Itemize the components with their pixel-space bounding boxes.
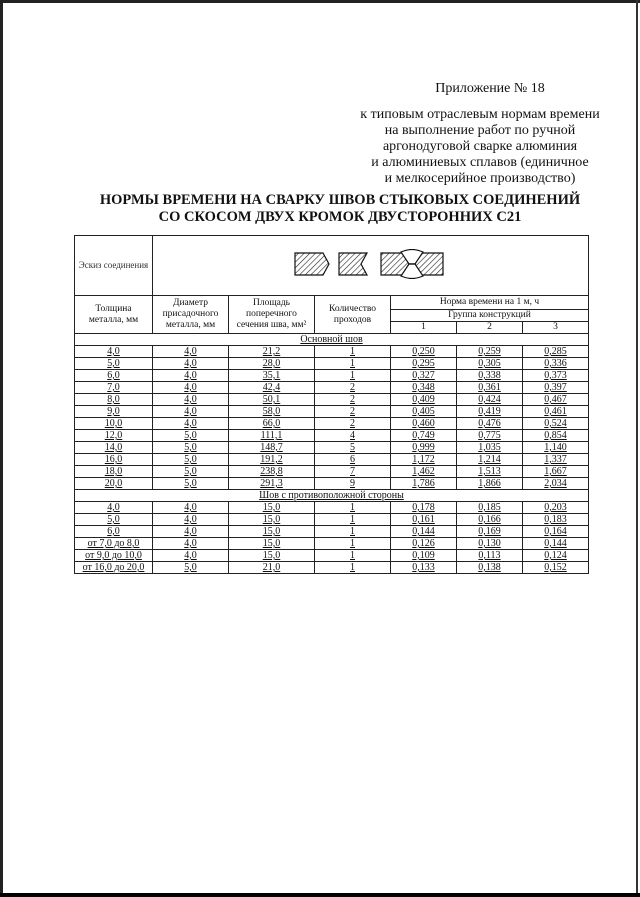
cell-group-3: 0,524 bbox=[523, 418, 589, 430]
cell-passes: 1 bbox=[315, 526, 391, 538]
table-row bbox=[75, 442, 589, 454]
header-group: Группа конструкций bbox=[391, 310, 589, 322]
cell-diameter: 4,0 bbox=[153, 538, 229, 550]
header-group-1: 1 bbox=[391, 322, 457, 334]
cell-group-1: 0,348 bbox=[391, 382, 457, 394]
cell-group-2: 0,338 bbox=[457, 370, 523, 382]
header-group-3: 3 bbox=[523, 322, 589, 334]
title-line-2: СО СКОСОМ ДВУХ КРОМОК ДВУСТОРОННИХ С21 bbox=[158, 209, 522, 225]
document-title bbox=[60, 192, 620, 226]
cell-group-3: 0,854 bbox=[523, 430, 589, 442]
cell-area: 15,0 bbox=[229, 550, 315, 562]
table-row bbox=[75, 502, 589, 514]
cell-group-1: 1,172 bbox=[391, 454, 457, 466]
cell-group-3: 0,164 bbox=[523, 526, 589, 538]
cell-passes: 2 bbox=[315, 394, 391, 406]
sketch-label: Эскиз соединения bbox=[75, 236, 153, 296]
cell-passes: 2 bbox=[315, 406, 391, 418]
cell-group-2: 1,513 bbox=[457, 466, 523, 478]
cell-group-2: 0,419 bbox=[457, 406, 523, 418]
cell-passes: 2 bbox=[315, 382, 391, 394]
cell-diameter: 5,0 bbox=[153, 442, 229, 454]
appendix-line: к типовым отраслевым нормам времени bbox=[360, 107, 600, 122]
cell-thickness: 14,0 bbox=[75, 442, 153, 454]
cell-group-2: 0,259 bbox=[457, 346, 523, 358]
table-row bbox=[75, 562, 589, 574]
cell-group-2: 0,476 bbox=[457, 418, 523, 430]
cell-diameter: 4,0 bbox=[153, 502, 229, 514]
cell-thickness: 7,0 bbox=[75, 382, 153, 394]
cell-group-1: 0,327 bbox=[391, 370, 457, 382]
cell-group-1: 0,749 bbox=[391, 430, 457, 442]
cell-diameter: 5,0 bbox=[153, 454, 229, 466]
table-row bbox=[75, 478, 589, 490]
table-row bbox=[75, 406, 589, 418]
cell-passes: 1 bbox=[315, 370, 391, 382]
cell-group-1: 0,109 bbox=[391, 550, 457, 562]
cell-thickness: 12,0 bbox=[75, 430, 153, 442]
cell-diameter: 5,0 bbox=[153, 466, 229, 478]
cell-group-2: 0,185 bbox=[457, 502, 523, 514]
cell-group-3: 2,034 bbox=[523, 478, 589, 490]
cell-area: 111,1 bbox=[229, 430, 315, 442]
cell-group-3: 0,336 bbox=[523, 358, 589, 370]
cell-group-1: 0,133 bbox=[391, 562, 457, 574]
cell-area: 28,0 bbox=[229, 358, 315, 370]
cell-thickness: 18,0 bbox=[75, 466, 153, 478]
table-row bbox=[75, 514, 589, 526]
cell-group-2: 1,214 bbox=[457, 454, 523, 466]
cell-area: 191,2 bbox=[229, 454, 315, 466]
header-area: Площадь поперечного сечения шва, мм² bbox=[229, 296, 315, 334]
cell-diameter: 5,0 bbox=[153, 478, 229, 490]
appendix-line: и мелкосерийное производство) bbox=[384, 171, 576, 186]
cell-diameter: 4,0 bbox=[153, 550, 229, 562]
appendix-number: Приложение № 18 bbox=[435, 81, 545, 96]
cell-group-1: 0,999 bbox=[391, 442, 457, 454]
cell-area: 15,0 bbox=[229, 526, 315, 538]
cell-group-3: 0,152 bbox=[523, 562, 589, 574]
cell-group-1: 0,250 bbox=[391, 346, 457, 358]
table-row bbox=[75, 346, 589, 358]
cell-group-3: 1,667 bbox=[523, 466, 589, 478]
cell-area: 238,8 bbox=[229, 466, 315, 478]
cell-group-3: 0,203 bbox=[523, 502, 589, 514]
header-norm: Норма времени на 1 м, ч bbox=[391, 296, 589, 310]
cell-passes: 1 bbox=[315, 514, 391, 526]
cell-thickness: 6,0 bbox=[75, 370, 153, 382]
cell-thickness: 5,0 bbox=[75, 514, 153, 526]
cell-group-2: 0,424 bbox=[457, 394, 523, 406]
cell-passes: 1 bbox=[315, 502, 391, 514]
cell-group-3: 0,285 bbox=[523, 346, 589, 358]
table-row bbox=[75, 394, 589, 406]
table-row bbox=[75, 370, 589, 382]
cell-thickness: 10,0 bbox=[75, 418, 153, 430]
cell-area: 21,0 bbox=[229, 562, 315, 574]
cell-area: 66,0 bbox=[229, 418, 315, 430]
cell-group-1: 0,405 bbox=[391, 406, 457, 418]
cell-area: 58,0 bbox=[229, 406, 315, 418]
cell-group-2: 0,361 bbox=[457, 382, 523, 394]
cell-group-2: 1,035 bbox=[457, 442, 523, 454]
cell-area: 35,1 bbox=[229, 370, 315, 382]
scan-edge-top bbox=[0, 0, 640, 3]
cell-passes: 5 bbox=[315, 442, 391, 454]
cell-passes: 9 bbox=[315, 478, 391, 490]
cell-group-2: 0,305 bbox=[457, 358, 523, 370]
cell-diameter: 4,0 bbox=[153, 370, 229, 382]
cell-thickness: 20,0 bbox=[75, 478, 153, 490]
cell-passes: 4 bbox=[315, 430, 391, 442]
cell-diameter: 4,0 bbox=[153, 418, 229, 430]
cell-passes: 1 bbox=[315, 538, 391, 550]
cell-group-2: 0,169 bbox=[457, 526, 523, 538]
cell-group-3: 0,467 bbox=[523, 394, 589, 406]
cell-group-3: 1,140 bbox=[523, 442, 589, 454]
cell-area: 291,3 bbox=[229, 478, 315, 490]
cell-passes: 2 bbox=[315, 418, 391, 430]
cell-area: 15,0 bbox=[229, 514, 315, 526]
cell-thickness: от 16,0 до 20,0 bbox=[75, 562, 153, 574]
cell-diameter: 5,0 bbox=[153, 430, 229, 442]
cell-group-1: 0,295 bbox=[391, 358, 457, 370]
cell-passes: 1 bbox=[315, 550, 391, 562]
joint-sketch-icon bbox=[291, 249, 451, 279]
cell-group-3: 0,373 bbox=[523, 370, 589, 382]
cell-group-3: 0,183 bbox=[523, 514, 589, 526]
cell-group-1: 1,462 bbox=[391, 466, 457, 478]
cell-group-3: 0,144 bbox=[523, 538, 589, 550]
scan-edge-bottom bbox=[0, 893, 640, 897]
cell-thickness: от 9,0 до 10,0 bbox=[75, 550, 153, 562]
joint-sketch-cell bbox=[153, 236, 589, 296]
cell-group-1: 0,161 bbox=[391, 514, 457, 526]
cell-thickness: 4,0 bbox=[75, 502, 153, 514]
title-line-1: НОРМЫ ВРЕМЕНИ НА СВАРКУ ШВОВ СТЫКОВЫХ СОЕДИНЕНИЙ bbox=[99, 192, 581, 208]
header-diameter: Диаметр присадочного металла, мм bbox=[153, 296, 229, 334]
section-main-weld: Основной шов bbox=[75, 334, 589, 346]
sketch-row bbox=[75, 236, 589, 296]
cell-group-3: 0,397 bbox=[523, 382, 589, 394]
scan-edge-left bbox=[0, 0, 3, 897]
cell-area: 15,0 bbox=[229, 502, 315, 514]
cell-area: 50,1 bbox=[229, 394, 315, 406]
cell-area: 21,2 bbox=[229, 346, 315, 358]
cell-group-3: 0,461 bbox=[523, 406, 589, 418]
cell-diameter: 5,0 bbox=[153, 562, 229, 574]
cell-area: 15,0 bbox=[229, 538, 315, 550]
table-row bbox=[75, 418, 589, 430]
appendix-block bbox=[360, 81, 600, 187]
table-row bbox=[75, 430, 589, 442]
cell-diameter: 4,0 bbox=[153, 514, 229, 526]
cell-thickness: 5,0 bbox=[75, 358, 153, 370]
cell-diameter: 4,0 bbox=[153, 406, 229, 418]
table-row bbox=[75, 526, 589, 538]
cell-group-3: 1,337 bbox=[523, 454, 589, 466]
cell-passes: 6 bbox=[315, 454, 391, 466]
cell-diameter: 4,0 bbox=[153, 526, 229, 538]
appendix-line: на выполнение работ по ручной bbox=[384, 123, 576, 138]
table-row bbox=[75, 358, 589, 370]
header-group-2: 2 bbox=[457, 322, 523, 334]
cell-passes: 1 bbox=[315, 562, 391, 574]
cell-group-2: 0,130 bbox=[457, 538, 523, 550]
cell-thickness: 9,0 bbox=[75, 406, 153, 418]
header-thickness: Толщина металла, мм bbox=[75, 296, 153, 334]
table-row bbox=[75, 466, 589, 478]
header-passes: Количество проходов bbox=[315, 296, 391, 334]
cell-group-1: 0,409 bbox=[391, 394, 457, 406]
cell-passes: 7 bbox=[315, 466, 391, 478]
cell-group-1: 0,178 bbox=[391, 502, 457, 514]
table-row bbox=[75, 382, 589, 394]
cell-group-1: 1,786 bbox=[391, 478, 457, 490]
cell-group-2: 0,775 bbox=[457, 430, 523, 442]
section-back-weld: Шов с противоположной стороны bbox=[75, 490, 589, 502]
cell-diameter: 4,0 bbox=[153, 346, 229, 358]
cell-thickness: 8,0 bbox=[75, 394, 153, 406]
cell-group-2: 1,866 bbox=[457, 478, 523, 490]
table-row bbox=[75, 454, 589, 466]
cell-group-2: 0,166 bbox=[457, 514, 523, 526]
table-row bbox=[75, 538, 589, 550]
cell-group-2: 0,138 bbox=[457, 562, 523, 574]
cell-group-1: 0,460 bbox=[391, 418, 457, 430]
norms-table bbox=[74, 235, 589, 574]
cell-group-1: 0,126 bbox=[391, 538, 457, 550]
cell-diameter: 4,0 bbox=[153, 358, 229, 370]
cell-thickness: 6,0 bbox=[75, 526, 153, 538]
cell-thickness: 4,0 bbox=[75, 346, 153, 358]
appendix-line: и алюминиевых сплавов (единичное bbox=[371, 155, 589, 170]
cell-group-3: 0,124 bbox=[523, 550, 589, 562]
cell-group-2: 0,113 bbox=[457, 550, 523, 562]
cell-thickness: от 7,0 до 8,0 bbox=[75, 538, 153, 550]
cell-group-1: 0,144 bbox=[391, 526, 457, 538]
cell-thickness: 16,0 bbox=[75, 454, 153, 466]
cell-passes: 1 bbox=[315, 358, 391, 370]
cell-area: 42,4 bbox=[229, 382, 315, 394]
table-row bbox=[75, 550, 589, 562]
scan-edge-right bbox=[636, 0, 638, 897]
cell-area: 148,7 bbox=[229, 442, 315, 454]
cell-diameter: 4,0 bbox=[153, 394, 229, 406]
appendix-line: аргонодуговой сварке алюминия bbox=[382, 139, 578, 154]
cell-passes: 1 bbox=[315, 346, 391, 358]
cell-diameter: 4,0 bbox=[153, 382, 229, 394]
